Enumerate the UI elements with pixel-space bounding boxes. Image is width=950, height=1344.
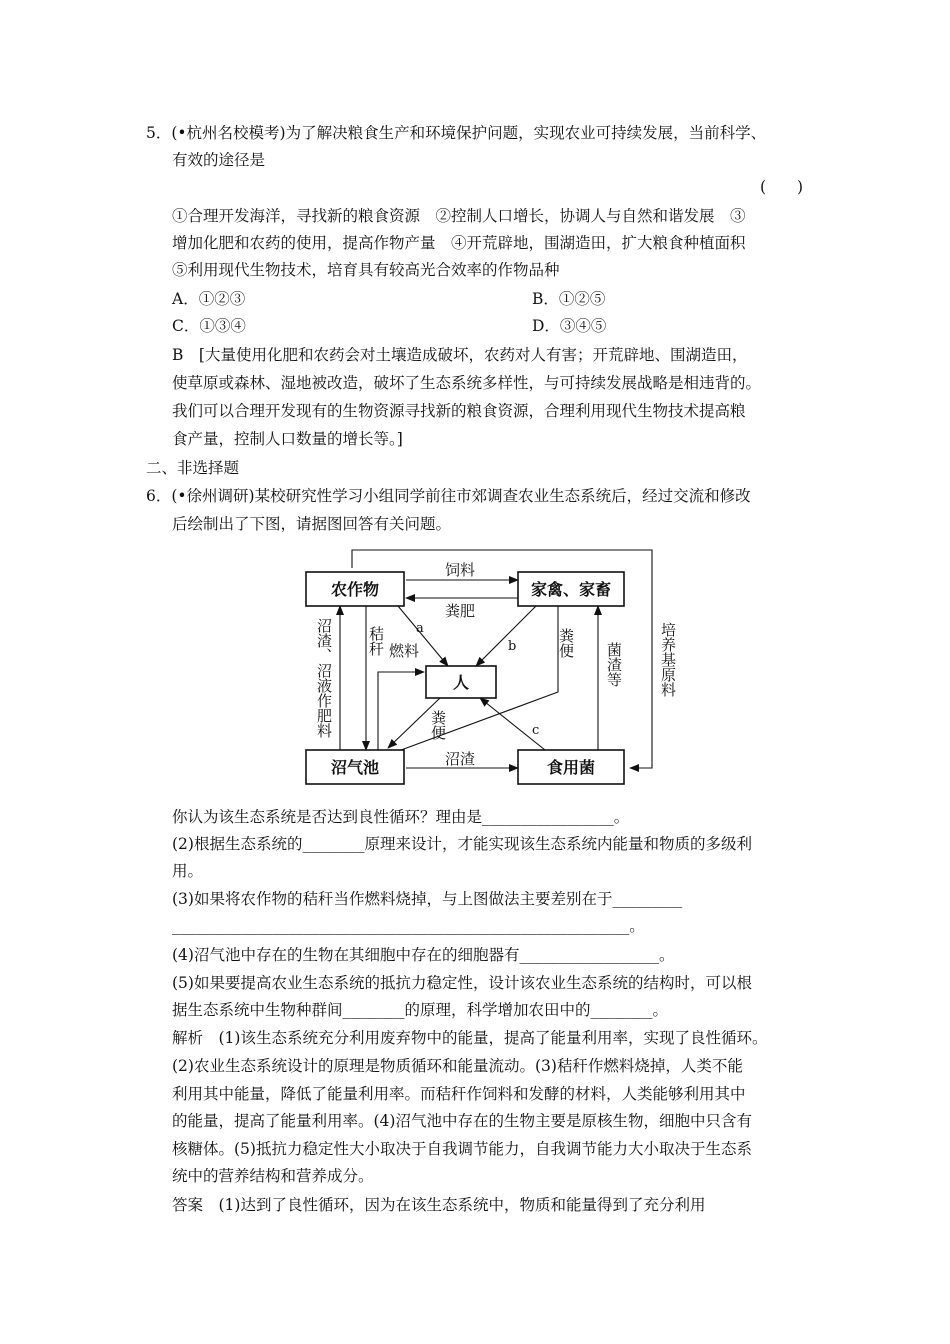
human-label: 人 [452, 673, 470, 692]
feed-label: 饲料 [444, 561, 476, 579]
q6-stem-line2: 后绘制出了下图，请据图回答有关问题。 [172, 515, 452, 533]
q6-part2-line2: 用。 [172, 862, 204, 880]
q6-explanation-line5: 核糖体。(5)抵抗力稳定性大小取决于自我调节能力，自我调节能力大小取决于生态系 [172, 1140, 752, 1158]
poultry-label: 家禽、家畜 [530, 580, 612, 599]
q5-explanation-line4: 食产量，控制人口数量的增长等。] [172, 430, 403, 448]
q6-explanation-line1: 解析 (1)该生态系统充分利用废弃物中的能量，提高了能量利用率，实现了良性循环。 [172, 1029, 768, 1047]
manure-label: 粪肥 [444, 602, 476, 620]
arrow-c [480, 698, 550, 754]
q6-part2-line1: (2)根据生态系统的________原理来设计，才能实现该生态系统内能量和物质的多级利 [172, 835, 752, 853]
q6-explanation-line2: (2)农业生态系统设计的原理是物质循环和能量流动。(3)秸秆作燃料烧掉，人类不能 [172, 1057, 743, 1075]
ecosystem-diagram [300, 542, 690, 800]
medium-label: 培养基原料 [659, 622, 677, 697]
q6-explanation-line4: 的能量，提高了能量利用率。(4)沼气池中存在的生物主要是原核生物，细胞中只含有 [172, 1112, 752, 1130]
q5-explanation-line1: B [大量使用化肥和农药会对土壤造成破坏，农药对人有害；开荒辟地、围湖造田， [172, 346, 748, 364]
fungi-label: 食用菌 [546, 758, 596, 777]
q5-options-line3: ⑤利用现代生物技术，培育具有较高光合效率的作物品种 [172, 261, 560, 279]
arrow-b [476, 606, 536, 666]
biogas-label: 沼气池 [330, 758, 380, 777]
q6-part3-line1: (3)如果将农作物的秸秆当作燃料烧掉，与上图做法主要差别在于_________ [172, 890, 683, 908]
q6-explanation-line6: 统中的营养结构和营养成分。 [172, 1167, 374, 1185]
label-b: b [508, 639, 517, 654]
q6-part4: (4)沼气池中存在的生物在其细胞中存在的细胞器有__________________。 [172, 946, 675, 964]
section-heading: 二、非选择题 [146, 459, 240, 477]
q6-explanation-line3: 利用其中能量，降低了能量利用率。而秸秆作饲料和发酵的材料，人类能够利用其中 [172, 1085, 746, 1103]
slag-label: 沼渣 [444, 750, 476, 768]
q6-part1: 你认为该生态系统是否达到良性循环？理由是_________________。 [172, 808, 630, 826]
q5-answer-paren: ( ) [760, 178, 804, 196]
q5-choice-b: B．①②⑤ [532, 290, 606, 308]
label-a: a [416, 621, 424, 636]
crops-label: 农作物 [330, 580, 380, 599]
q5-explanation-line2: 使草原或森林、湿地被改造，破坏了生态系统多样性，与可持续发展战略是相违背的。 [172, 374, 762, 392]
fungus-residue-label: 菌渣等 [605, 642, 623, 687]
human-dung-label: 粪便 [429, 710, 447, 740]
poultry-dung-label: 粪便 [557, 628, 575, 658]
fuel-arrow [378, 672, 424, 750]
q6-part5-line2: 据生态系统中生物种群间________的原理，科学增加农田中的________。 [172, 1001, 669, 1019]
label-c: c [532, 723, 540, 738]
straw-label: 秸秆 [367, 626, 385, 656]
q5-stem-line1: 5．(•杭州名校模考)为了解决粮食生产和环境保护问题，实现农业可持续发展，当前科学、 [146, 124, 767, 142]
q6-part5-line1: (5)如果要提高农业生态系统的抵抗力稳定性，设计该农业生态系统的结构时，可以根 [172, 974, 752, 992]
q5-choice-c: C．①③④ [172, 317, 246, 335]
q5-choice-d: D．③④⑤ [532, 317, 607, 335]
q6-answer: 答案 (1)达到了良性循环，因为在该生态系统中，物质和能量得到了充分利用 [172, 1196, 706, 1214]
q6-part3-line2: ___________________________________________________________。 [172, 917, 645, 935]
q5-options-line2: 增加化肥和农药的使用，提高作物产量 ④开荒辟地，围湖造田，扩大粮食种植面积 [172, 234, 746, 252]
biogas-fertilizer-label: 沼渣、沼液作肥料 [315, 618, 333, 738]
q5-choice-a: A．①②③ [172, 290, 246, 308]
q5-stem-line2: 有效的途径是 [172, 151, 266, 169]
fuel-label: 燃料 [388, 642, 420, 660]
q6-stem-line1: 6．(•徐州调研)某校研究性学习小组同学前往市郊调查农业生态系统后，经过交流和修改 [146, 487, 751, 505]
q5-options-line1: ①合理开发海洋，寻找新的粮食资源 ②控制人口增长，协调人与自然和谐发展 ③ [172, 207, 746, 225]
q5-explanation-line3: 我们可以合理开发现有的生物资源寻找新的粮食资源，合理利用现代生物技术提高粮 [172, 402, 746, 420]
